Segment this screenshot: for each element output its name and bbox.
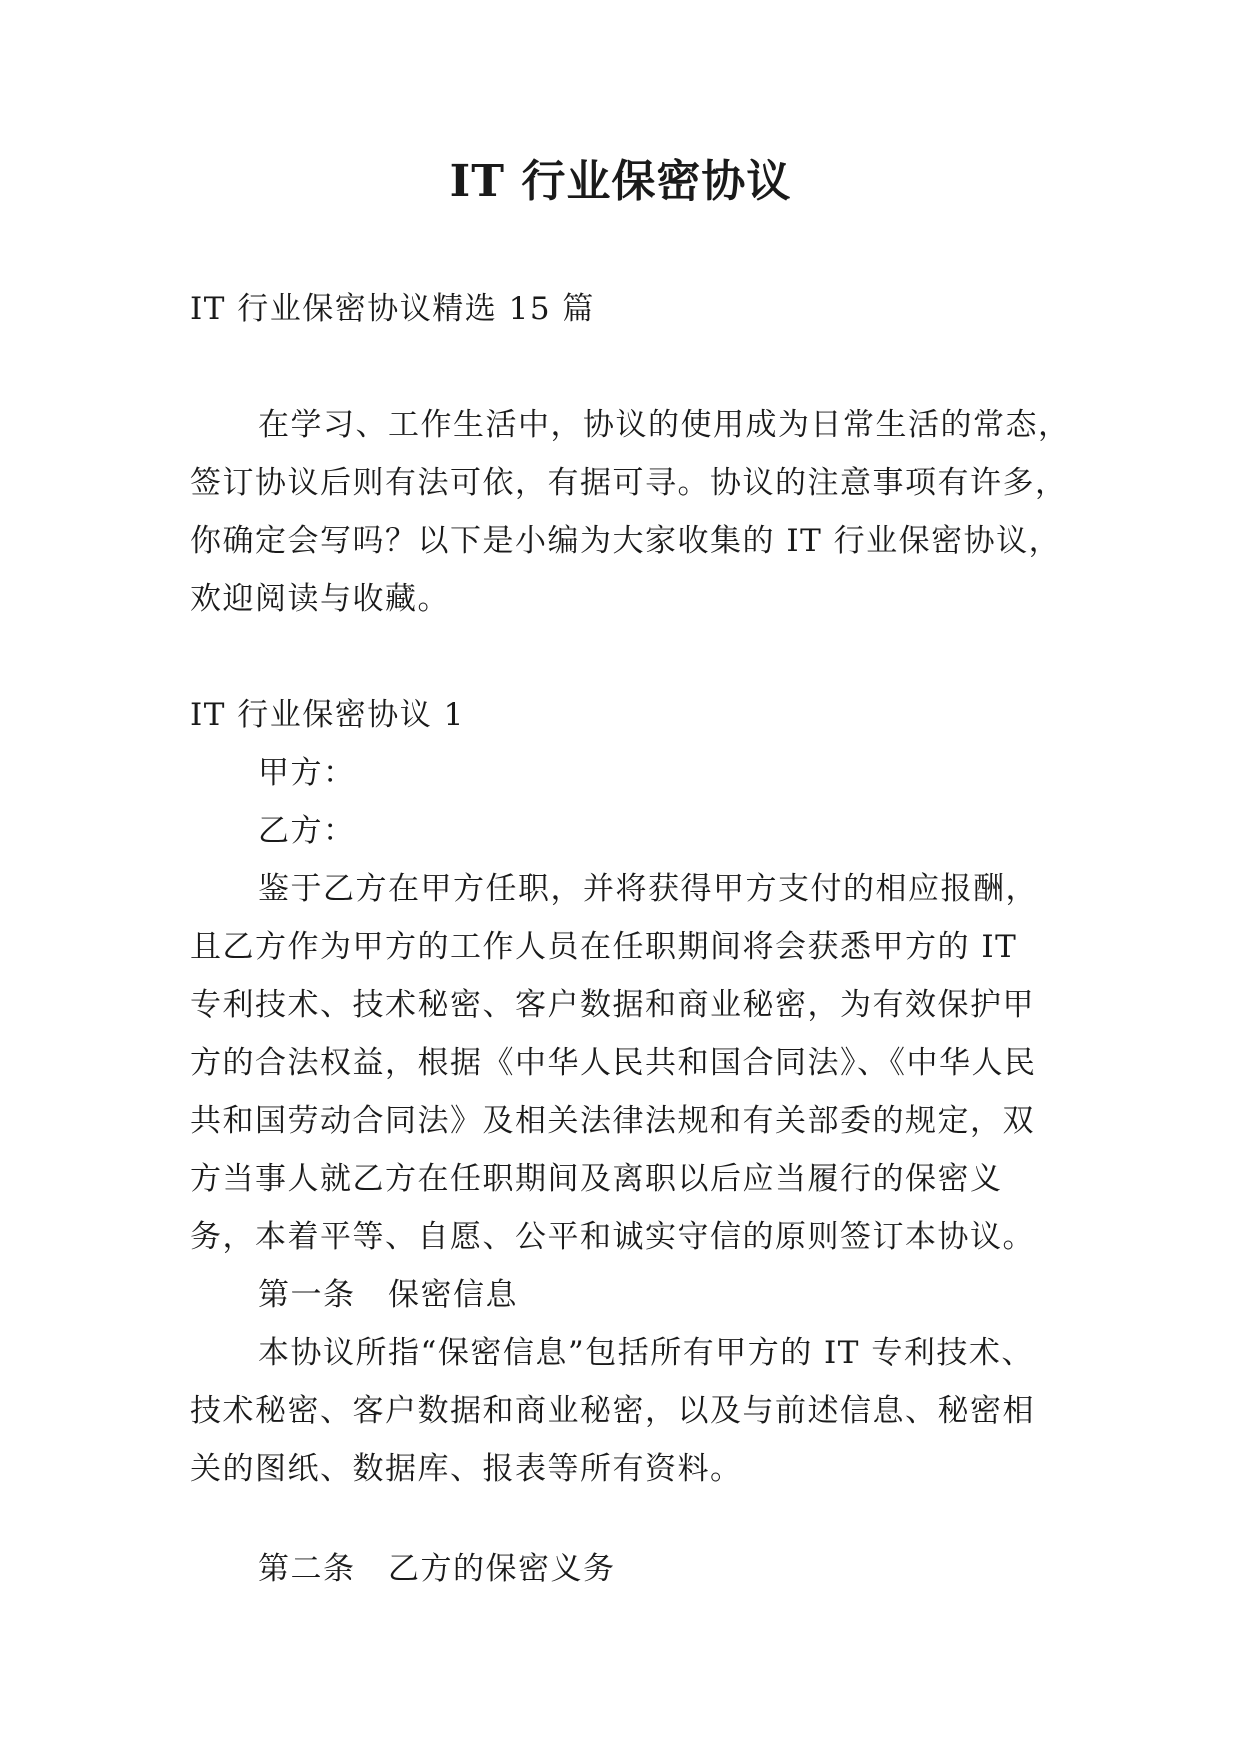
document-subtitle: IT 行业保密协议精选 15 篇 — [190, 291, 595, 327]
party-a-label: 甲方： — [258, 755, 356, 791]
spacer — [190, 338, 1070, 396]
article-2-heading: 第二条 乙方的保密义务 — [258, 1551, 616, 1587]
article-1-line: 关的图纸、数据库、报表等所有资料。 — [190, 1451, 743, 1487]
document-title: IT 行业保密协议 — [449, 156, 792, 207]
preamble-line: 方当事人就乙方在任职期间及离职以后应当履行的保密义 — [190, 1161, 1003, 1197]
preamble-line: 务，本着平等、自愿、公平和诚实守信的原则签订本协议。 — [190, 1219, 1035, 1255]
intro-line: 你确定会写吗？以下是小编为大家收集的 IT 行业保密协议， — [190, 523, 1062, 559]
article-1-paragraph — [190, 1324, 1070, 1498]
intro-paragraph — [190, 396, 1070, 628]
article-1-line: 本协议所指“保密信息”包括所有甲方的 IT 专利技术、 — [258, 1335, 1034, 1371]
preamble-line: 且乙方作为甲方的工作人员在任职期间将会获悉甲方的 IT — [190, 929, 1018, 965]
preamble-line: 方的合法权益，根据《中华人民共和国合同法》、《中华人民 — [190, 1045, 1037, 1081]
preamble-line: 专利技术、技术秘密、客户数据和商业秘密，为有效保护甲 — [190, 987, 1035, 1023]
preamble-line: 鉴于乙方在甲方任职，并将获得甲方支付的相应报酬， — [258, 871, 1038, 907]
spacer — [190, 1498, 1070, 1540]
article-1-heading: 第一条 保密信息 — [258, 1277, 518, 1313]
spacer — [190, 628, 1070, 686]
section-heading: IT 行业保密协议 1 — [190, 697, 465, 733]
party-b-label: 乙方： — [258, 813, 356, 849]
intro-line: 签订协议后则有法可依，有据可寻。协议的注意事项有许多， — [190, 465, 1068, 501]
intro-line: 欢迎阅读与收藏。 — [190, 581, 450, 617]
intro-line: 在学习、工作生活中，协议的使用成为日常生活的常态， — [258, 407, 1071, 443]
document-body — [190, 280, 1070, 1598]
preamble-paragraph — [190, 860, 1070, 1266]
preamble-line: 共和国劳动合同法》及相关法律法规和有关部委的规定，双 — [190, 1103, 1035, 1139]
article-1-line: 技术秘密、客户数据和商业秘密，以及与前述信息、秘密相 — [190, 1393, 1035, 1429]
